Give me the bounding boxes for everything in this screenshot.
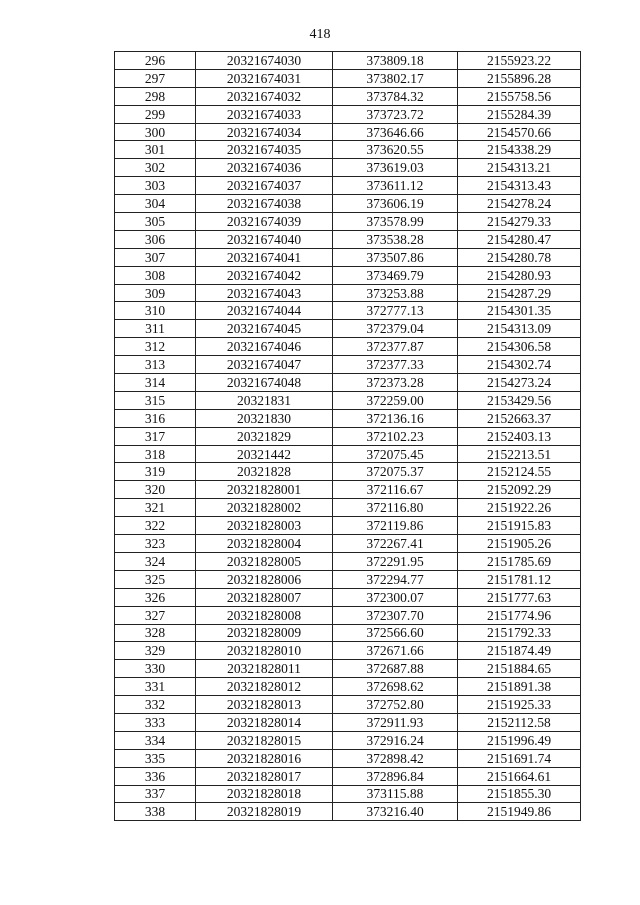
table-row [115,409,581,427]
table-row [115,374,581,392]
x-coordinate-cell: 372300.07 [333,588,458,606]
y-coordinate-cell: 2152092.29 [458,481,581,499]
x-coordinate-cell: 372777.13 [333,302,458,320]
table-row [115,320,581,338]
point-id-cell: 20321828019 [196,803,333,821]
x-coordinate-cell: 372119.86 [333,517,458,535]
y-coordinate-cell: 2154306.58 [458,338,581,356]
point-number-cell: 331 [115,678,196,696]
x-coordinate-cell: 372896.84 [333,767,458,785]
x-coordinate-cell: 373809.18 [333,52,458,70]
point-number-cell: 299 [115,105,196,123]
table-row [115,481,581,499]
point-id-cell: 20321674032 [196,87,333,105]
x-coordinate-cell: 372267.41 [333,535,458,553]
table-row [115,713,581,731]
point-number-cell: 330 [115,660,196,678]
point-id-cell: 20321828009 [196,624,333,642]
table-row [115,105,581,123]
x-coordinate-cell: 373606.19 [333,195,458,213]
x-coordinate-cell: 372752.80 [333,696,458,714]
table-row [115,159,581,177]
y-coordinate-cell: 2152663.37 [458,409,581,427]
point-number-cell: 318 [115,445,196,463]
x-coordinate-cell: 373216.40 [333,803,458,821]
y-coordinate-cell: 2151792.33 [458,624,581,642]
table-row [115,463,581,481]
point-number-cell: 303 [115,177,196,195]
x-coordinate-cell: 372307.70 [333,606,458,624]
x-coordinate-cell: 372116.80 [333,499,458,517]
x-coordinate-cell: 372898.42 [333,749,458,767]
point-number-cell: 304 [115,195,196,213]
table-row [115,803,581,821]
x-coordinate-cell: 373784.32 [333,87,458,105]
point-id-cell: 20321831 [196,391,333,409]
point-id-cell: 20321674042 [196,266,333,284]
x-coordinate-cell: 372136.16 [333,409,458,427]
point-id-cell: 20321674030 [196,52,333,70]
point-number-cell: 310 [115,302,196,320]
point-id-cell: 20321828012 [196,678,333,696]
y-coordinate-cell: 2155758.56 [458,87,581,105]
point-number-cell: 332 [115,696,196,714]
point-id-cell: 20321674041 [196,248,333,266]
point-number-cell: 301 [115,141,196,159]
table-row [115,87,581,105]
table-row [115,535,581,553]
table-row [115,606,581,624]
y-coordinate-cell: 2154287.29 [458,284,581,302]
point-number-cell: 324 [115,552,196,570]
point-number-cell: 334 [115,731,196,749]
y-coordinate-cell: 2151777.63 [458,588,581,606]
point-number-cell: 320 [115,481,196,499]
y-coordinate-cell: 2154279.33 [458,213,581,231]
point-number-cell: 305 [115,213,196,231]
y-coordinate-cell: 2152124.55 [458,463,581,481]
x-coordinate-cell: 372687.88 [333,660,458,678]
point-id-cell: 20321674031 [196,69,333,87]
y-coordinate-cell: 2154338.29 [458,141,581,159]
y-coordinate-cell: 2151925.33 [458,696,581,714]
point-number-cell: 307 [115,248,196,266]
x-coordinate-cell: 373611.12 [333,177,458,195]
point-number-cell: 321 [115,499,196,517]
point-number-cell: 302 [115,159,196,177]
point-id-cell: 20321828007 [196,588,333,606]
table-row [115,177,581,195]
x-coordinate-cell: 372291.95 [333,552,458,570]
table-row [115,391,581,409]
point-number-cell: 337 [115,785,196,803]
y-coordinate-cell: 2155896.28 [458,69,581,87]
x-coordinate-cell: 372377.87 [333,338,458,356]
y-coordinate-cell: 2151781.12 [458,570,581,588]
x-coordinate-cell: 373723.72 [333,105,458,123]
point-number-cell: 300 [115,123,196,141]
point-number-cell: 327 [115,606,196,624]
table-row [115,123,581,141]
point-id-cell: 20321828 [196,463,333,481]
y-coordinate-cell: 2151874.49 [458,642,581,660]
page-number: 418 [309,27,331,42]
y-coordinate-cell: 2151996.49 [458,731,581,749]
y-coordinate-cell: 2151774.96 [458,606,581,624]
point-number-cell: 338 [115,803,196,821]
y-coordinate-cell: 2151691.74 [458,749,581,767]
y-coordinate-cell: 2152403.13 [458,427,581,445]
y-coordinate-cell: 2151922.26 [458,499,581,517]
table-row [115,284,581,302]
x-coordinate-cell: 372379.04 [333,320,458,338]
table-row [115,767,581,785]
table-row [115,570,581,588]
point-id-cell: 20321674039 [196,213,333,231]
x-coordinate-cell: 372911.93 [333,713,458,731]
table-row [115,785,581,803]
x-coordinate-cell: 372294.77 [333,570,458,588]
table-row [115,588,581,606]
point-id-cell: 20321674037 [196,177,333,195]
y-coordinate-cell: 2152112.58 [458,713,581,731]
point-number-cell: 319 [115,463,196,481]
x-coordinate-cell: 373619.03 [333,159,458,177]
point-id-cell: 20321674033 [196,105,333,123]
table-row [115,266,581,284]
point-number-cell: 317 [115,427,196,445]
x-coordinate-cell: 373507.86 [333,248,458,266]
point-id-cell: 20321828008 [196,606,333,624]
point-number-cell: 313 [115,356,196,374]
table-row [115,696,581,714]
table-row [115,731,581,749]
x-coordinate-cell: 373620.55 [333,141,458,159]
point-id-cell: 20321674043 [196,284,333,302]
y-coordinate-cell: 2154280.47 [458,230,581,248]
x-coordinate-cell: 372916.24 [333,731,458,749]
table-row [115,141,581,159]
point-id-cell: 20321828002 [196,499,333,517]
table-row [115,678,581,696]
point-id-cell: 20321674036 [196,159,333,177]
point-number-cell: 335 [115,749,196,767]
x-coordinate-cell: 373253.88 [333,284,458,302]
x-coordinate-cell: 373646.66 [333,123,458,141]
x-coordinate-cell: 373469.79 [333,266,458,284]
table-row [115,552,581,570]
x-coordinate-cell: 372102.23 [333,427,458,445]
point-id-cell: 20321674045 [196,320,333,338]
y-coordinate-cell: 2151785.69 [458,552,581,570]
point-id-cell: 20321828015 [196,731,333,749]
point-id-cell: 20321828016 [196,749,333,767]
table-row [115,624,581,642]
y-coordinate-cell: 2154278.24 [458,195,581,213]
y-coordinate-cell: 2154313.43 [458,177,581,195]
y-coordinate-cell: 2151905.26 [458,535,581,553]
point-id-cell: 20321828011 [196,660,333,678]
point-id-cell: 20321674044 [196,302,333,320]
point-id-cell: 20321829 [196,427,333,445]
y-coordinate-cell: 2151949.86 [458,803,581,821]
point-number-cell: 328 [115,624,196,642]
x-coordinate-cell: 372373.28 [333,374,458,392]
point-id-cell: 20321828010 [196,642,333,660]
x-coordinate-cell: 373578.99 [333,213,458,231]
table-row [115,302,581,320]
point-number-cell: 329 [115,642,196,660]
table-row [115,213,581,231]
point-number-cell: 333 [115,713,196,731]
x-coordinate-cell: 372116.67 [333,481,458,499]
point-number-cell: 306 [115,230,196,248]
point-id-cell: 20321828013 [196,696,333,714]
y-coordinate-cell: 2154302.74 [458,356,581,374]
x-coordinate-cell: 372075.45 [333,445,458,463]
y-coordinate-cell: 2154313.21 [458,159,581,177]
point-number-cell: 315 [115,391,196,409]
x-coordinate-cell: 372566.60 [333,624,458,642]
point-id-cell: 20321674038 [196,195,333,213]
point-number-cell: 325 [115,570,196,588]
y-coordinate-cell: 2151855.30 [458,785,581,803]
y-coordinate-cell: 2151884.65 [458,660,581,678]
table-row [115,642,581,660]
x-coordinate-cell: 373802.17 [333,69,458,87]
table-row [115,517,581,535]
y-coordinate-cell: 2155284.39 [458,105,581,123]
point-number-cell: 298 [115,87,196,105]
y-coordinate-cell: 2154301.35 [458,302,581,320]
x-coordinate-cell: 372377.33 [333,356,458,374]
point-id-cell: 20321828018 [196,785,333,803]
point-number-cell: 323 [115,535,196,553]
table-row [115,427,581,445]
point-id-cell: 20321828001 [196,481,333,499]
y-coordinate-cell: 2154280.78 [458,248,581,266]
point-id-cell: 20321828014 [196,713,333,731]
point-id-cell: 20321828004 [196,535,333,553]
point-id-cell: 20321828005 [196,552,333,570]
table-row [115,445,581,463]
point-id-cell: 20321674035 [196,141,333,159]
y-coordinate-cell: 2155923.22 [458,52,581,70]
y-coordinate-cell: 2154313.09 [458,320,581,338]
point-id-cell: 20321828006 [196,570,333,588]
point-id-cell: 20321830 [196,409,333,427]
x-coordinate-cell: 373115.88 [333,785,458,803]
point-number-cell: 311 [115,320,196,338]
point-number-cell: 308 [115,266,196,284]
point-id-cell: 20321828003 [196,517,333,535]
point-number-cell: 297 [115,69,196,87]
point-number-cell: 309 [115,284,196,302]
table-row [115,499,581,517]
y-coordinate-cell: 2154273.24 [458,374,581,392]
table-row [115,660,581,678]
table-row [115,356,581,374]
point-number-cell: 322 [115,517,196,535]
y-coordinate-cell: 2154280.93 [458,266,581,284]
table-row [115,338,581,356]
point-number-cell: 314 [115,374,196,392]
table-row [115,230,581,248]
y-coordinate-cell: 2153429.56 [458,391,581,409]
y-coordinate-cell: 2151915.83 [458,517,581,535]
point-id-cell: 20321828017 [196,767,333,785]
point-id-cell: 20321442 [196,445,333,463]
point-number-cell: 326 [115,588,196,606]
x-coordinate-cell: 372698.62 [333,678,458,696]
table-row [115,749,581,767]
y-coordinate-cell: 2151664.61 [458,767,581,785]
point-id-cell: 20321674047 [196,356,333,374]
x-coordinate-cell: 372075.37 [333,463,458,481]
y-coordinate-cell: 2152213.51 [458,445,581,463]
y-coordinate-cell: 2154570.66 [458,123,581,141]
coordinates-table [114,51,581,821]
point-id-cell: 20321674048 [196,374,333,392]
table-row [115,52,581,70]
point-number-cell: 312 [115,338,196,356]
y-coordinate-cell: 2151891.38 [458,678,581,696]
x-coordinate-cell: 372259.00 [333,391,458,409]
point-id-cell: 20321674034 [196,123,333,141]
coordinates-table-body [115,52,581,821]
point-id-cell: 20321674046 [196,338,333,356]
point-number-cell: 296 [115,52,196,70]
point-number-cell: 316 [115,409,196,427]
table-row [115,248,581,266]
point-id-cell: 20321674040 [196,230,333,248]
point-number-cell: 336 [115,767,196,785]
table-row [115,69,581,87]
x-coordinate-cell: 372671.66 [333,642,458,660]
x-coordinate-cell: 373538.28 [333,230,458,248]
table-row [115,195,581,213]
